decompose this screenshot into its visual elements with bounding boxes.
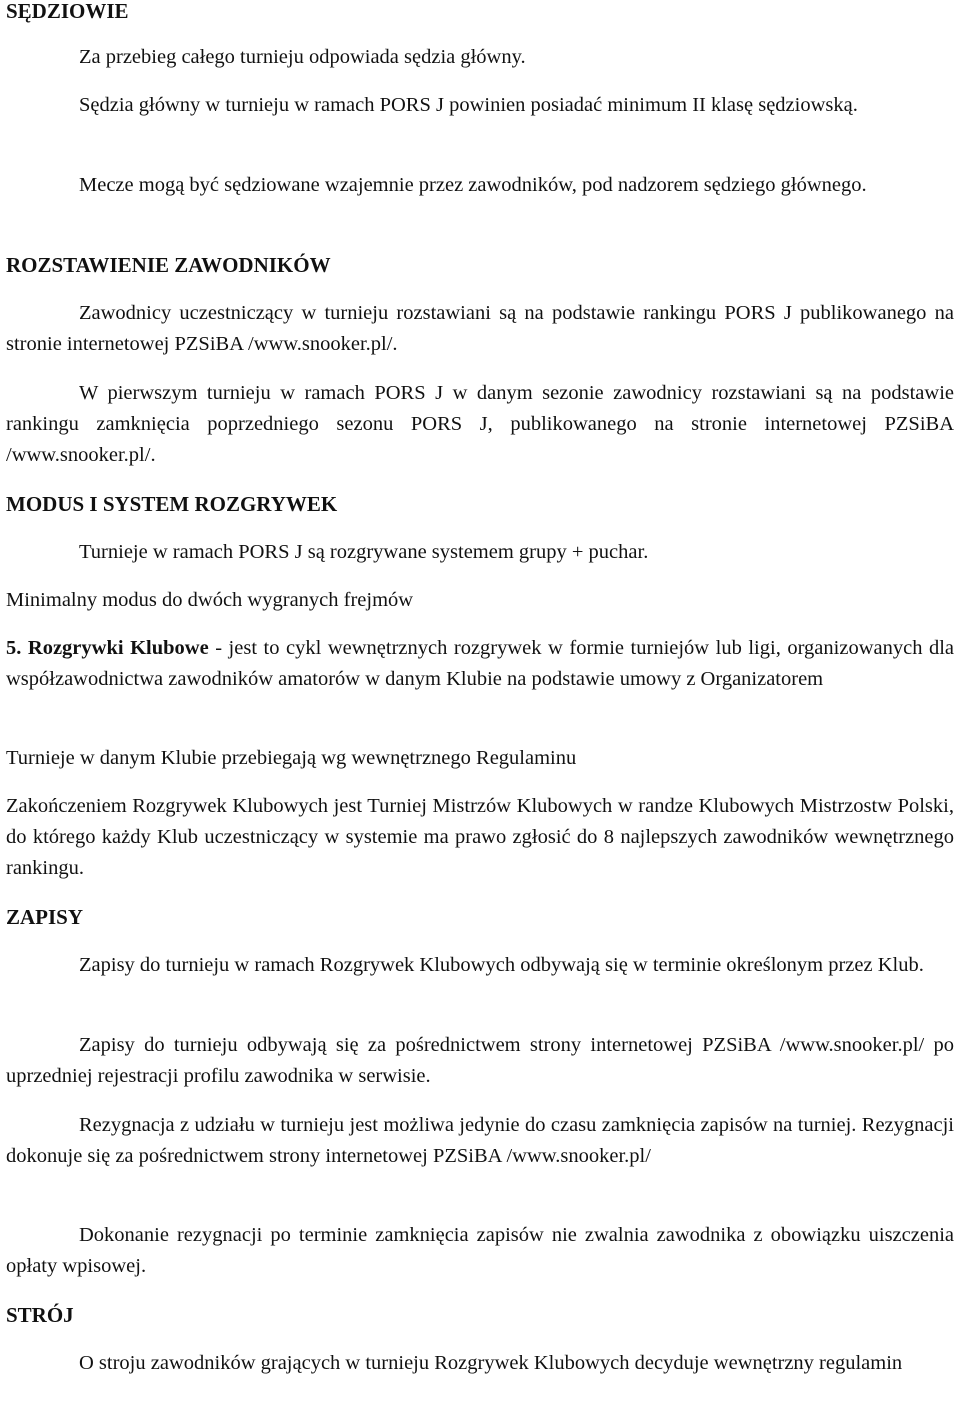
paragraph-turniej-mistrzow: Zakończeniem Rozgrywek Klubowych jest Turniej Mistrzów Klubowych w randze Klubowych Mistrzostw Polski, do którego każdy Klub uczestniczący w systemie ma prawo zgłosić do 8 najlepszych zawodników wewnętrznego rankingu. [6,795,954,879]
section-heading-stroj: STRÓJ [6,1303,74,1327]
paragraph-system-rozgrywek: Turnieje w ramach PORS J są rozgrywane systemem grupy + puchar. [79,541,649,563]
paragraph-rozstawienie-ranking: Zawodnicy uczestniczący w turnieju rozstawiani są na podstawie rankingu PORS J publikowanego na stronie internetowej PZSiBA /www.snooker.pl/. [6,302,954,355]
paragraph-pierwszy-turniej: W pierwszym turnieju w ramach PORS J w danym sezonie zawodnicy rozstawiani są na podstawie rankingu zamknięcia poprzedniego sezonu PORS J, publikowanego na stronie internetowej PZSiBA /www.snooker.pl/. [6,382,954,466]
paragraph-rozgrywki-klubowe [6,633,954,695]
paragraph-zapisy-termin: Zapisy do turnieju w ramach Rozgrywek Klubowych odbywają się w terminie określonym przez Klub. [79,954,924,976]
paragraph-rezygnacja-oplata: Dokonanie rezygnacji po terminie zamknięcia zapisów nie zwalnia zawodnika z obowiązku uiszczenia opłaty wpisowej. [6,1224,954,1277]
paragraph-regulamin-klubu: Turnieje w danym Klubie przebiegają wg wewnętrznego Regulaminu [6,747,577,769]
rozgrywki-klubowe-definition: - jest to cykl wewnętrznych rozgrywek w formie turniejów lub ligi, organizowanych dla współzawodnictwa zawodników amatorów w danym Klubie na podstawie umowy z Organizatorem [6,637,955,690]
section-heading-sedziowie: SĘDZIOWIE [6,0,129,23]
section-title-rozgrywki-klubowe: Rozgrywki Klubowe [27,637,209,659]
paragraph-minimalny-modus: Minimalny modus do dwóch wygranych frejmów [6,589,414,611]
section-heading-modus: MODUS I SYSTEM ROZGRYWEK [6,492,338,516]
paragraph-zapisy-strona: Zapisy do turnieju odbywają się za pośrednictwem strony internetowej PZSiBA /www.snooker.pl/ po uprzedniej rejestracji profilu zawodnika w serwisie. [6,1034,954,1087]
section-heading-zapisy: ZAPISY [6,905,84,929]
paragraph-sedzia-glowny: Za przebieg całego turnieju odpowiada sędzia główny. [79,46,526,68]
paragraph-sedziowanie-wzajemne: Mecze mogą być sędziowane wzajemnie przez zawodników, pod nadzorem sędziego głównego. [79,174,867,196]
section-number: 5. [6,637,22,659]
section-heading-rozstawienie: ROZSTAWIENIE ZAWODNIKÓW [6,253,331,277]
paragraph-rezygnacja: Rezygnacja z udziału w turnieju jest możliwa jedynie do czasu zamknięcia zapisów na turniej. Rezygnacji dokonuje się za pośrednictwem strony internetowej PZSiBA /www.snooker.pl/ [6,1114,954,1167]
paragraph-stroj: O stroju zawodników grających w turnieju Rozgrywek Klubowych decyduje wewnętrzny regulamin [79,1352,903,1374]
paragraph-klasa-sedziowska: Sędzia główny w turnieju w ramach PORS J powinien posiadać minimum II klasę sędziowską. [79,94,858,116]
